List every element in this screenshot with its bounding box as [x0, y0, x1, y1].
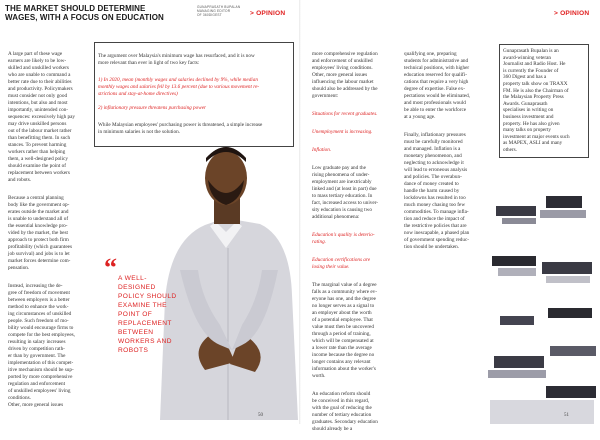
- paragraph: The marginal value of a degree falls as a community where ev- eryone has one, and the degree no longer serves as a signal to an employer about the worth of a potential employee. That value must then be uncovered through a period of training, which will be compensated at a lower rate than the average income because the degree no longer contains any relevant information about the worker's worth.: [312, 282, 377, 379]
- paragraph: Low graduate pay and the rising phenomena of under- employment are inextricably linked and (at least in part) due to mass tertiary education. In fact, increased access to univer- sity education is causing two additional phenomena:: [312, 165, 379, 220]
- highlight-line: Unemployment is increasing.: [312, 129, 373, 135]
- page-number-left: 50: [258, 413, 263, 418]
- box-outro: While Malaysian employees' purchasing power is threatened, a simple increase in minimum salaries is not the solution.: [98, 122, 263, 135]
- page-number-right: 51: [564, 413, 569, 418]
- pull-quote: A WELL- DESIGNED POLICY SHOULD EXAMINE THE POINT OF REPLACEMENT BETWEEN WORKERS AND ROBOTS: [118, 275, 177, 354]
- highlight-line: Education certifications are losing their value.: [312, 257, 371, 270]
- article-column-4: [404, 44, 494, 258]
- paragraph: An education reform should be conceived in this regard, with the goal of reducing the number of tertiary education graduates. Secondary education should already be a: [312, 391, 378, 432]
- byline-org: OF 360DIGEST: [197, 13, 222, 17]
- box-point: 1) In 2020, mean (monthly wages and salaries declined by 9%, while median monthly wages and salaries fell by 13.6 percent (due to various movement re- strictions and stay-at-home directives): [98, 77, 260, 97]
- spine-gutter: [299, 0, 301, 424]
- article-column-1: [8, 44, 90, 416]
- byline-role: MANAGING EDITOR: [197, 9, 231, 13]
- section-label-right: > OPINION: [554, 10, 590, 17]
- highlight-line: Situations for recent graduates.: [312, 111, 378, 117]
- author-bio-box: Gunaprasath Bupalan is an award-winning veteran Journalist and Radio Host. He is currently the Founder of 360 Digest and has a property talk show on TRAXX FM. He is also the Chairman of the Malaysian Property Press Awards. Gunaprasath specialises in writing on business investment and property. He has also given many talks on property investment at major events such as MAPEX, ASLI and many others.: [499, 44, 589, 158]
- paragraph: Because a central planning body like the government op- erates outside the market and is unable to understand all of the essential knowledge pro- vided by the market, the best approach to protect both firm profitability (which guarantees job survival) and jobs is to let market forces determine com- pensation.: [8, 195, 72, 271]
- stacked-books-illustration: [488, 196, 600, 424]
- highlight-line: Education's quality is deterio- rating.: [312, 232, 375, 245]
- byline-name: GUNAPRASATH BUPALAN: [197, 5, 241, 9]
- paragraph: qualifying one, preparing students for administrative and technical positions, with higher education reserved for qualifi- cations that require a very high degree of expertise. False ex- pectations would be eliminated, and most professionals would be able to enter the workforce at a young age.: [404, 51, 470, 120]
- box-point: 2) inflationary pressure threatens purchasing power: [98, 105, 207, 111]
- paragraph: Instead, increasing the de- gree of freedom of movement between employers is a better method to enhance the work- ing circumstances of unskilled people. Such freedom of mo- bility would encourage firms to compete for the best employees, resulting in salary increases driven by competition rath- er than by government. The implementation of this compet- itive mechanism should be sup- ported by more comprehensive regulation and enforcement of unskilled employees' living conditions. Other, more general issues: [8, 283, 75, 408]
- headline: THE MARKET SHOULD DETERMINE WAGES, WITH A FOCUS ON EDUCATION: [5, 4, 164, 22]
- paragraph: more comprehensive regulation and enforcement of unskilled employees' living conditions. Other, more general issues influencing the labour market should also be addressed by the government:: [312, 51, 378, 99]
- paragraph: Finally, inflationary pressures must be carefully monitored and managed. Inflation is a monetary phenomenon, and neglecting to acknowledge it will lead to erroneous analysis and policies. The overabun- dance of money created to handle the harm caused by lockdowns has resulted in too much money chasing too few commodities. To manage infla- tion and reduce the impact of the restrictive policies that are now inescapable, a phased plan of government spending reduc- tion should be undertaken.: [404, 132, 470, 250]
- highlight-line: Inflation.: [312, 147, 332, 153]
- article-column-3: [312, 44, 402, 440]
- author-photo: [150, 120, 300, 420]
- byline: [197, 5, 240, 17]
- section-label-left: > OPINION: [250, 10, 286, 17]
- paragraph: A large part of these wage earners are likely to be low- skilled and unskilled workers who are unable to command a better rate due to their abilities and productivity. Policymakers must consider not only good intentions, but also and most importantly, unintended con- sequences: excessively high pay may drive unskilled persons out of the labour market rather than benefitting them. In such stances. To prevent harming workers rather than helping them, a well-designed policy should examine the point of replacement between workers and robots.: [8, 51, 75, 183]
- box-intro: The argument over Malaysia's minimum wage has resurfaced, and it is now more relevant than ever in light of two key facts:: [98, 53, 255, 66]
- quote-mark-icon: “: [104, 253, 117, 282]
